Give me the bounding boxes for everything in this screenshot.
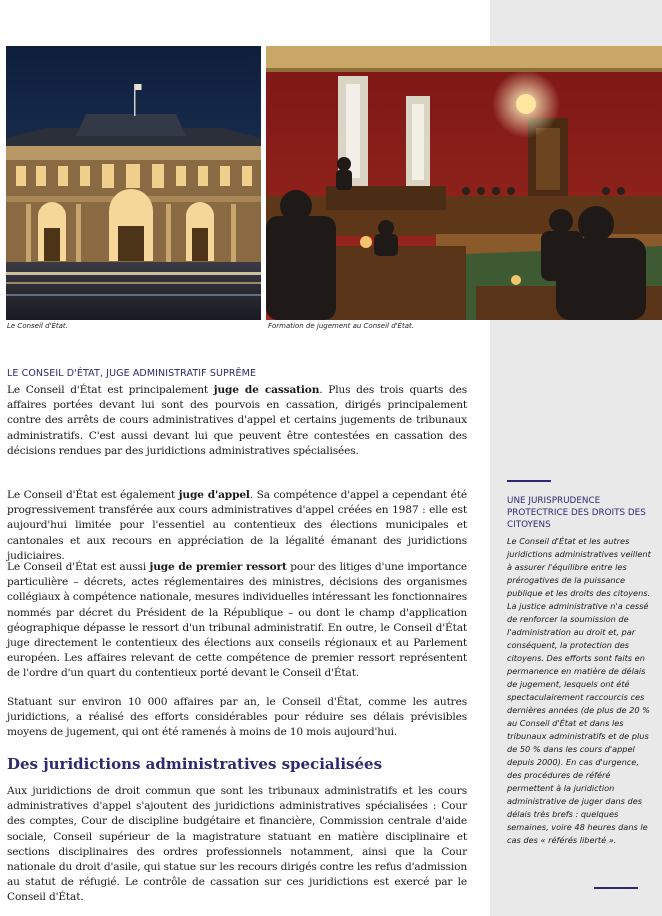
sidebar-body: Le Conseil d'État et les autres juridictions administratives veillent à assurer l'équilibre entre les prérogatives de la puissance publique et les droits des citoyens. La justice administrative n'a cessé de renforcer la soumission de l'administration au droit et, par conséquent, la protection des citoyens. Des efforts sont faits en permanence en matière de délais de jugement, lesquels ont été spectaculairement raccourcis ces dernières années (de plus de 20 % au Conseil d'État et dans les tribunaux administratifs et de plus de 50 % dans les cours d'appel depuis 2000). En cas d'urgence, des procédures de référé permettent à la juridiction administrative de juger dans des délais très brefs : quelques semaines, voire 48 heures dans le cas des « référés liberté ». (507, 536, 651, 845)
keyword-premier-ressort: juge de premier ressort (149, 561, 287, 573)
sidebar-title: UNE JURISPRUDENCE PROTECTRICE DES DROITS DES CITOYENS (507, 496, 646, 530)
building-photo-caption: Le Conseil d'État. (7, 322, 68, 330)
building-photo (6, 46, 261, 320)
courtroom-photo-caption: Formation de jugement au Conseil d'État. (268, 322, 414, 330)
paragraph-statistics: Statuant sur environ 10 000 affaires par an, le Conseil d'État, comme les autres juridictions, a réalisé des efforts considérables pour réduire ses délais prévisibles moyens de jugement, qui ont été ramenés à moins de 10 mois aujourd'hui. (7, 696, 467, 739)
subheading-juridictions: Des juridictions administratives specialisées (7, 755, 383, 773)
keyword-cassation: juge de cassation (213, 384, 320, 396)
section-heading: LE CONSEIL D'ÉTAT, JUGE ADMINISTRATIF SUPRÊME (7, 368, 257, 379)
sidebar-bottom-rule (594, 887, 638, 889)
paragraph-appel: Le Conseil d'État est également juge d'appel. Sa compétence d'appel a cependant été progressivement transférée aux cours administratives d'appel créées en 1987 : elle est aujourd'hui limitée pour l'essentiel au contentieux des élections municipales et cantonales et aux recours en appréciation de la légalité émanant des juridictions judiciaires. (7, 489, 467, 562)
courtroom-photo (266, 46, 662, 320)
paragraph-cassation: Le Conseil d'État est principalement juge de cassation. Plus des trois quarts des affaires portées devant lui sont des pourvois en cassation, dirigés principalement contre des arrêts de cours administratives d'appel et certains jugements de tribunaux administratifs. C'est aussi devant lui que peuvent être contestées en cassation des décisions rendues par des juridictions administratives spécialisées. (7, 384, 467, 457)
sidebar-top-rule (507, 480, 551, 482)
paragraph-premier-ressort: Le Conseil d'État est aussi juge de premier ressort pour des litiges d'une importance particulière – décrets, actes réglementaires des ministres, décisions des organismes collégiaux à compétence nationale, mesures individuelles intéressant les fonctionnaires nommés par décret du Président de la République – ou dont le champ d'application géographique dépasse le ressort d'un tribunal administratif. En outre, le Conseil d'État juge directement le contentieux des élections aux conseils régionaux et au Parlement européen. Les affaires relevant de cette compétence de premier ressort représentent de l'ordre d'un quart du contentieux porté devant le Conseil d'État. (7, 561, 467, 680)
keyword-appel: juge d'appel (178, 489, 250, 501)
paragraph-juridictions-specialisees: Aux juridictions de droit commun que sont les tribunaux administratifs et les cours administratives d'appel s'ajoutent des juridictions administratives spécialisées : Cour des comptes, Cour de discipline budgétaire et financière, Commission centrale d'aide sociale, Conseil supérieur de la magistrature statuant en matière disciplinaire et sections disciplinaires des ordres professionnels notamment, ainsi que la Cour nationale du droit d'asile, qui statue sur les recours dirigés contre les refus d'admission au statut de réfugié. Le contrôle de cassation sur ces juridictions est exercé par le Conseil d'État. (7, 785, 467, 904)
